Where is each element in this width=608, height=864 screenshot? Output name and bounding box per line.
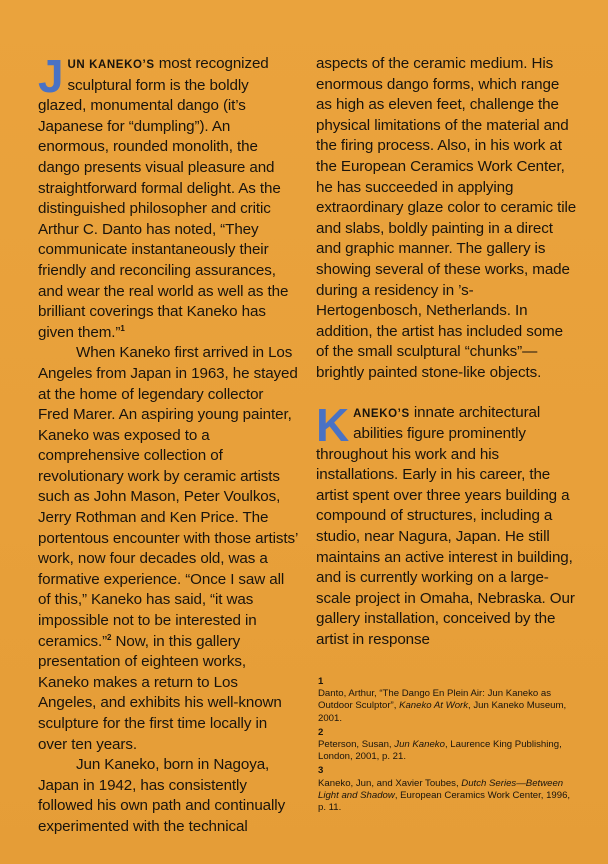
footnote-text: Danto, Arthur, “The Dango En Plein Air: Jun Kaneko as Outdoor Sculptor”, Kaneko At Work, Jun Kaneko Museum, 2001. (318, 688, 567, 724)
footnote-number: 2 (318, 726, 324, 738)
dropcap-k: K (316, 398, 350, 451)
footnote-ref: 1 (120, 323, 125, 333)
dropcap-j: J (38, 50, 64, 102)
footnote-text: Peterson, Susan, Jun Kaneko, Laurence King Publishing, London, 2001, p. 21. (318, 739, 562, 763)
left-column (38, 50, 298, 838)
footnote (318, 727, 580, 764)
footnote-number: 1 (318, 676, 324, 687)
paragraph-architecture (316, 398, 578, 651)
paragraph-text: When Kaneko first arrived in Los Angeles from Japan in 1963, he stayed at the home of legendary collector Fred Marer. An aspiring young painter, Kaneko was exposed to a comprehensive collection of revolutionary work by ceramic artists such as John Mason, Peter Voulkos, Jerry Rothman and Ken Price. The portentous encounter with those artists’ work, now four decades old, was a formative experience. “Once I saw all of this,” Kaneko has said, “it was impossible not to be interested in ceramics.” (38, 344, 298, 650)
paragraph-arrival (38, 343, 298, 755)
footnotes (318, 676, 580, 816)
paragraph-medium: aspects of the ceramic medium. His enormous dango forms, which range as high as eleven feet, challenge the physical limitations of the material and the firing process. Also, in his work at the European Ceramics Work Center, he has succeeded in applying extraordinary glaze color to ceramic tile and slabs, boldly painting in a direct and graphic manner. The gallery is showing several of these works, made during a residency in ’s-Hertogenbosch, Netherlands. In addition, the artist has included some of the small sculptural “chunks”—brightly painted stone-like objects. (316, 55, 577, 381)
footnote-ref: 2 (107, 632, 112, 642)
paragraph-intro (38, 50, 298, 343)
lead-in: UN KANEKO’S (67, 59, 155, 71)
right-column (316, 54, 578, 651)
paragraph-biography: Jun Kaneko, born in Nagoya, Japan in 1942, has consistently followed his own path and continually experimented with the technical (38, 756, 286, 835)
footnote (318, 765, 580, 814)
footnote-text: Kaneko, Jun, and Xavier Toubes, Dutch Series—Between Light and Shadow, European Ceramics Work Center, 1996, p. 11. (318, 777, 571, 814)
lead-in: ANEKO’S (353, 407, 410, 420)
paragraph-text: most recognized sculptural form is the boldly glazed, monumental dango (it’s Japanese for “dumpling”). An enormous, rounded monolith, the dango presents visual pleasure and straightforward formal delight. As the distinguished philosopher and critic Arthur C. Danto has noted, “They communicate instantaneously their friendly and reconciling assurances, and wear the real world as well as the brilliant coverings that Kaneko has given them.” (38, 55, 289, 341)
paragraph-text: Now, in this gallery presentation of eighteen works, Kaneko makes a return to Los Angeles, and exhibits his well-known sculpture for the first time locally in over ten years. (38, 632, 282, 753)
paragraph-text: innate architectural abilities figure prominently throughout his work and his installations. Early in his career, the artist spent over three years building a compound of structures, including a studio, near Nagura, Japan. He still maintains an active interest in building, and is currently working on a large-scale project in Omaha, Nebraska. Our gallery installation, conceived by the artist in response (316, 403, 575, 649)
section-gap (316, 384, 578, 403)
footnote-number: 3 (318, 765, 324, 777)
footnote (318, 676, 580, 725)
